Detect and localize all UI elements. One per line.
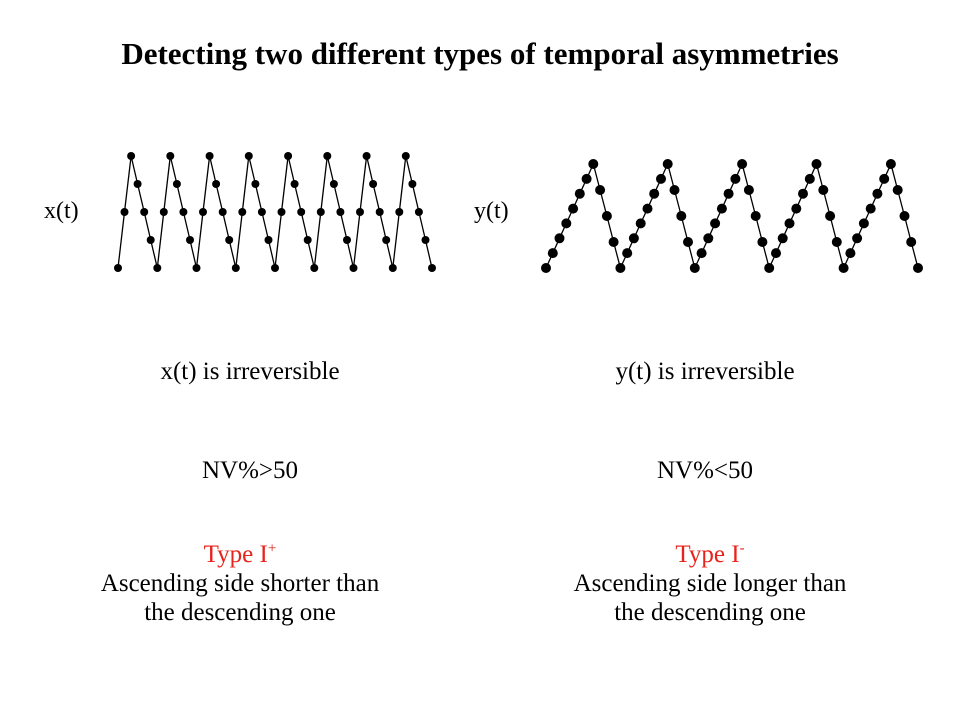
y-data-point	[818, 185, 828, 195]
y-data-point	[886, 159, 896, 169]
x-data-point	[356, 208, 364, 216]
y-data-point	[602, 211, 612, 221]
y-irreversible-caption: y(t) is irreversible	[615, 358, 795, 385]
y-data-point	[812, 159, 822, 169]
y-data-point	[588, 159, 598, 169]
y-data-point	[636, 218, 646, 228]
x-series-plot	[100, 140, 440, 280]
x-data-point	[278, 208, 286, 216]
x-data-point	[382, 236, 390, 244]
y-data-point	[703, 233, 713, 243]
y-data-point	[839, 263, 849, 273]
x-data-point	[330, 180, 338, 188]
x-data-point	[395, 208, 403, 216]
y-data-point	[663, 159, 673, 169]
x-data-point	[140, 208, 148, 216]
x-irreversible-caption: x(t) is irreversible	[160, 358, 340, 385]
y-data-point	[649, 189, 659, 199]
x-data-point	[173, 180, 181, 188]
x-data-point	[258, 208, 266, 216]
type-i-minus-label	[510, 540, 910, 569]
type-i-minus-desc-line2: the descending one	[614, 599, 806, 626]
x-data-point	[304, 236, 312, 244]
y-data-point	[832, 237, 842, 247]
y-data-point	[690, 263, 700, 273]
type-i-plus-label	[40, 540, 440, 569]
y-data-point	[866, 204, 876, 214]
x-data-point	[323, 152, 331, 160]
x-data-point	[225, 236, 233, 244]
x-data-point	[428, 264, 436, 272]
y-data-point	[852, 233, 862, 243]
y-nv-condition: NV%<50	[656, 457, 754, 484]
y-data-point	[778, 233, 788, 243]
type-name-base: Type I	[203, 541, 268, 568]
x-data-point	[402, 152, 410, 160]
y-data-point	[771, 248, 781, 258]
type-i-plus-desc-line1: Ascending side shorter than	[100, 570, 380, 597]
y-data-point	[825, 211, 835, 221]
x-data-point	[127, 152, 135, 160]
y-data-point	[710, 218, 720, 228]
x-data-point	[193, 264, 201, 272]
y-data-point	[676, 211, 686, 221]
y-data-point	[757, 237, 767, 247]
x-data-point	[114, 264, 122, 272]
x-data-point	[153, 264, 161, 272]
x-data-point	[336, 208, 344, 216]
y-data-point	[906, 237, 916, 247]
y-series-label: y(t)	[474, 198, 509, 224]
x-data-point	[166, 152, 174, 160]
y-series-plot	[530, 140, 930, 280]
slide-title: Detecting two different types of temporal asymmetries	[121, 36, 839, 71]
type-superscript-plus: +	[267, 540, 277, 557]
y-data-point	[656, 174, 666, 184]
x-nv-condition: NV%>50	[201, 457, 299, 484]
y-data-point	[575, 189, 585, 199]
x-data-point	[179, 208, 187, 216]
x-data-point	[284, 152, 292, 160]
x-data-point	[310, 264, 318, 272]
x-data-point	[343, 236, 351, 244]
y-data-point	[615, 263, 625, 273]
y-data-point	[629, 233, 639, 243]
x-data-point	[186, 236, 194, 244]
x-data-point	[212, 180, 220, 188]
y-data-point	[798, 189, 808, 199]
y-data-point	[643, 204, 653, 214]
y-data-point	[751, 211, 761, 221]
type-i-plus-desc-line2: the descending one	[144, 599, 336, 626]
y-data-point	[791, 204, 801, 214]
x-data-point	[415, 208, 423, 216]
x-data-point	[389, 264, 397, 272]
y-data-point	[744, 185, 754, 195]
x-data-point	[245, 152, 253, 160]
x-data-point	[206, 152, 214, 160]
type-i-minus-block	[510, 540, 910, 627]
y-data-point	[548, 248, 558, 258]
x-data-point	[350, 264, 358, 272]
x-data-point	[147, 236, 155, 244]
type-i-minus-desc-line1: Ascending side longer than	[573, 570, 847, 597]
y-data-point	[913, 263, 923, 273]
x-data-point	[408, 180, 416, 188]
x-data-point	[317, 208, 325, 216]
x-data-point	[265, 236, 273, 244]
y-data-point	[717, 204, 727, 214]
x-series-label: x(t)	[44, 198, 79, 224]
y-data-point	[724, 189, 734, 199]
y-data-point	[541, 263, 551, 273]
y-data-point	[845, 248, 855, 258]
y-data-point	[609, 237, 619, 247]
x-data-point	[238, 208, 246, 216]
y-data-point	[872, 189, 882, 199]
y-data-point	[859, 218, 869, 228]
x-data-point	[369, 180, 377, 188]
y-data-point	[555, 233, 565, 243]
x-data-point	[422, 236, 430, 244]
y-data-point	[764, 263, 774, 273]
y-data-point	[595, 185, 605, 195]
x-data-point	[291, 180, 299, 188]
y-data-point	[622, 248, 632, 258]
y-data-point	[893, 185, 903, 195]
y-data-point	[561, 218, 571, 228]
y-data-point	[568, 204, 578, 214]
y-data-point	[683, 237, 693, 247]
x-data-point	[297, 208, 305, 216]
y-data-point	[582, 174, 592, 184]
type-name-base: Type I	[675, 541, 740, 568]
x-data-point	[376, 208, 384, 216]
y-data-point	[785, 218, 795, 228]
y-data-point	[879, 174, 889, 184]
x-data-point	[232, 264, 240, 272]
y-data-point	[900, 211, 910, 221]
type-superscript-minus: -	[739, 540, 745, 557]
x-data-point	[271, 264, 279, 272]
y-data-point	[670, 185, 680, 195]
x-data-point	[251, 180, 259, 188]
x-data-point	[199, 208, 207, 216]
type-i-plus-block	[40, 540, 440, 627]
x-data-point	[219, 208, 227, 216]
x-data-point	[160, 208, 168, 216]
x-data-point	[121, 208, 129, 216]
y-data-point	[737, 159, 747, 169]
y-data-point	[730, 174, 740, 184]
y-data-point	[805, 174, 815, 184]
x-data-point	[363, 152, 371, 160]
y-data-point	[697, 248, 707, 258]
x-data-point	[134, 180, 142, 188]
